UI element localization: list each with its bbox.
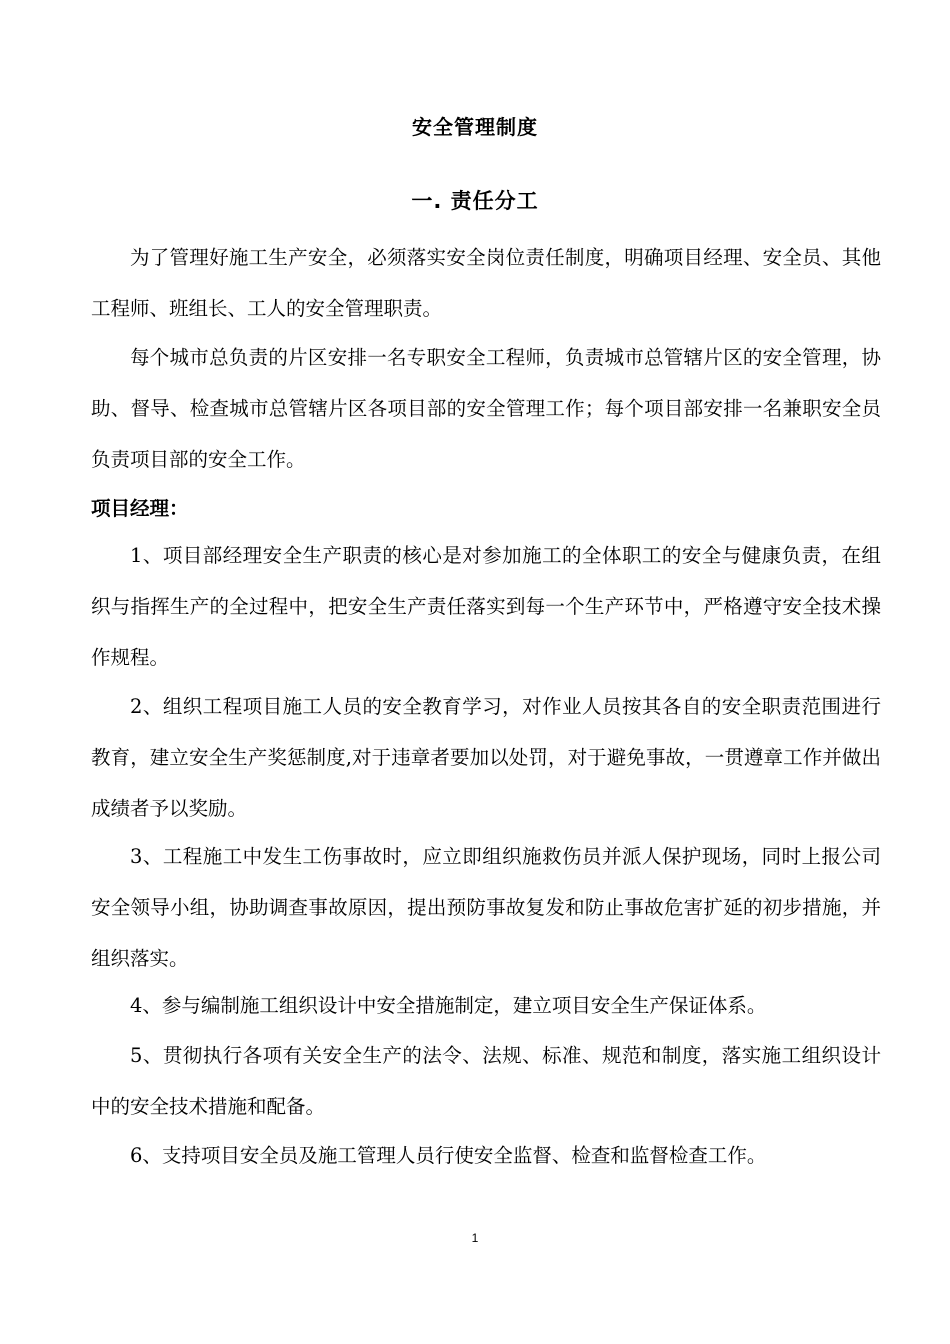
duty-paragraph: 6、支持项目安全员及施工管理人员行使安全监督、检查和监督检查工作。: [130, 1144, 767, 1167]
duty-paragraph: 1、项目部经理安全生产职责的核心是对参加施工的全体职工的安全与健康负责，在组织与指挥生产的全过程中，把安全生产责任落实到每一个生产环节中，严格遵守安全技术操作规程。: [91, 544, 881, 669]
intro-paragraph: 为了管理好施工生产安全，必须落实安全岗位责任制度，明确项目经理、安全员、其他工程师、班组长、工人的安全管理职责。: [91, 246, 881, 320]
document-title: 安全管理制度: [412, 115, 538, 139]
section-heading: 一. 责任分工: [411, 189, 539, 213]
duty-paragraph: 3、工程施工中发生工伤事故时，应立即组织施救伤员并派人保护现场，同时上报公司安全领导小组，协助调查事故原因，提出预防事故复发和防止事故危害扩延的初步措施，并组织落实。: [91, 845, 881, 970]
duty-paragraph: 2、组织工程项目施工人员的安全教育学习，对作业人员按其各自的安全职责范围进行教育，建立安全生产奖惩制度,对于违章者要加以处罚，对于避免事故，一贯遵章工作并做出成绩者予以奖励。: [91, 695, 881, 820]
duty-paragraph: 5、贯彻执行各项有关安全生产的法令、法规、标准、规范和制度，落实施工组织设计中的安全技术措施和配备。: [91, 1044, 881, 1118]
intro-paragraph: 每个城市总负责的片区安排一名专职安全工程师，负责城市总管辖片区的安全管理，协助、督导、检查城市总管辖片区各项目部的安全管理工作；每个项目部安排一名兼职安全员负责项目部的安全工作。: [91, 346, 881, 471]
duty-paragraph: 4、参与编制施工组织设计中安全措施制定，建立项目安全生产保证体系。: [130, 994, 767, 1017]
page-number: 1: [471, 1231, 479, 1245]
subheading-project-manager: 项目经理：: [91, 497, 189, 520]
